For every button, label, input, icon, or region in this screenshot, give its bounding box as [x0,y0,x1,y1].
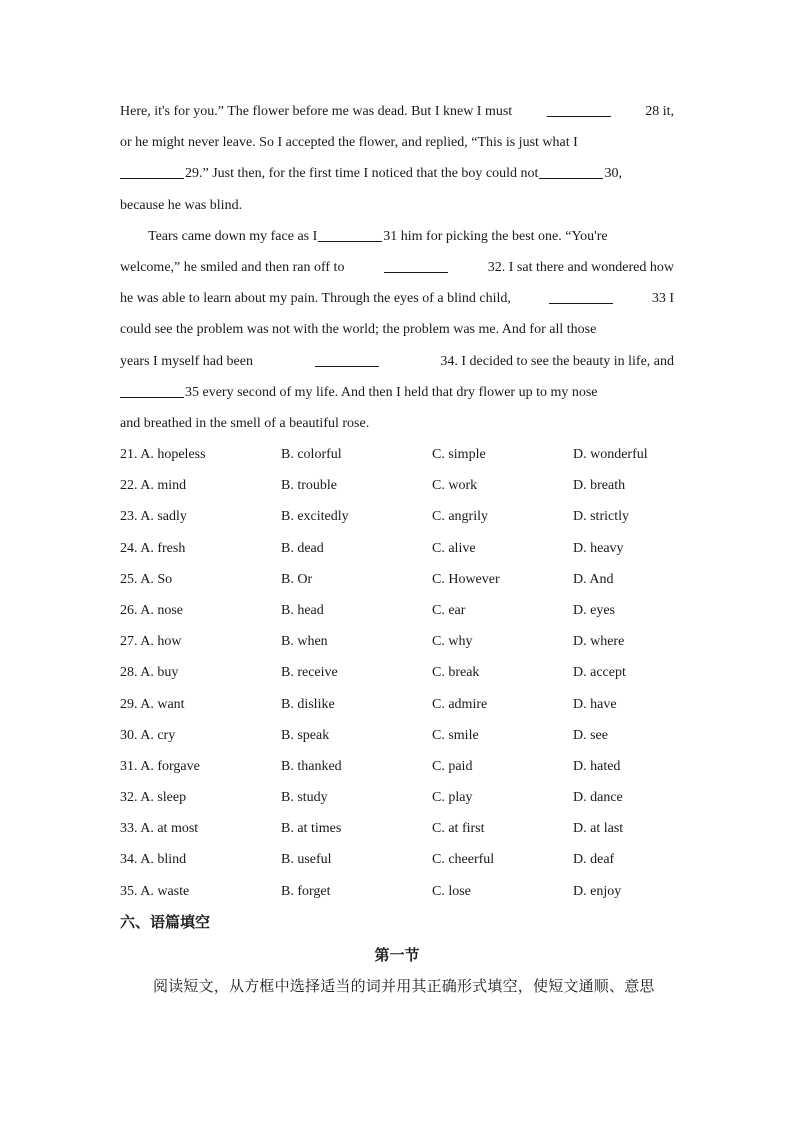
passage-text: 35 every second of my life. And then I held that dry flower up to my nose [185,384,598,400]
question-row-29 [120,693,694,724]
option-b[interactable]: B. Or [281,571,313,587]
option-c[interactable]: C. lose [432,883,471,899]
question-row-26 [120,599,694,630]
option-c[interactable]: C. However [432,571,500,587]
passage-text: 28 it, [645,104,674,119]
option-d[interactable]: D. where [573,634,625,650]
option-a[interactable]: 32. A. sleep [120,790,187,806]
passage-line-3 [120,162,674,193]
answer-blank-32[interactable] [384,256,448,273]
option-b[interactable]: B. excitedly [281,509,349,525]
option-c[interactable]: C. paid [432,758,473,774]
question-row-24 [120,537,694,568]
passage-text: Tears came down my face as I [148,228,318,244]
answer-blank-30[interactable] [539,162,603,179]
option-d[interactable]: D. dance [573,790,623,806]
passage-text: 29.” Just then, for the first time I noticed that the boy could not [185,166,539,182]
option-a[interactable]: 28. A. buy [120,665,179,681]
option-c[interactable]: C. break [432,665,480,681]
option-d[interactable]: D. wonderful [573,447,648,462]
question-row-27 [120,630,694,661]
passage-line-10 [120,381,674,412]
passage-line-4 [120,194,674,225]
section-heading: 六、语篇填空 [120,913,211,931]
passage-text: could see the problem was not with the world; the problem was me. And for all those [120,322,597,338]
option-a[interactable]: 31. A. forgave [120,758,200,774]
question-row-34 [120,848,694,879]
option-b[interactable]: B. colorful [281,447,342,462]
passage-line-11 [120,412,674,443]
option-c[interactable]: C. smile [432,727,479,743]
option-a[interactable]: 21. A. hopeless [120,447,206,462]
option-b[interactable]: B. receive [281,665,338,681]
passage-text: he was able to learn about my pain. Through the eyes of a blind child, [120,291,511,307]
option-b[interactable]: B. at times [281,821,342,837]
option-a[interactable]: 33. A. at most [120,821,199,837]
passage-text: 30, [604,166,622,182]
answer-options [120,443,694,911]
option-d[interactable]: D. see [573,727,608,743]
passage-text: welcome,” he smiled and then ran off to [120,259,345,275]
question-row-32 [120,786,694,817]
answer-blank-35[interactable] [120,381,184,398]
answer-blank-31[interactable] [318,225,382,242]
option-b[interactable]: B. forget [281,883,331,899]
option-b[interactable]: B. thanked [281,758,342,774]
option-c[interactable]: C. simple [432,447,486,462]
option-b[interactable]: B. dead [281,540,324,556]
option-c[interactable]: C. work [432,478,478,494]
passage-line-5 [120,225,674,256]
question-row-25 [120,568,694,599]
option-d[interactable]: D. eyes [573,602,615,618]
option-b[interactable]: B. dislike [281,696,335,712]
passage-line-8 [120,318,674,349]
passage-text: Here, it's for you.” The flower before me was dead. But I knew I must [120,104,513,119]
passage-text: and breathed in the smell of a beautiful rose. [120,415,370,431]
answer-blank-34[interactable] [315,350,379,367]
option-a[interactable]: 34. A. blind [120,852,187,868]
passage-line-1 [120,100,674,131]
answer-blank-28[interactable] [547,100,611,117]
option-b[interactable]: B. when [281,634,328,650]
option-b[interactable]: B. useful [281,852,332,868]
option-c[interactable]: C. why [432,634,473,650]
question-row-31 [120,755,694,786]
option-d[interactable]: D. have [573,696,617,712]
option-b[interactable]: B. trouble [281,478,337,494]
option-c[interactable]: C. angrily [432,509,488,525]
question-row-30 [120,724,694,755]
passage-text: 32. I sat there and wondered how [487,259,674,275]
option-d[interactable]: D. deaf [573,852,615,868]
passage-text: or he might never leave. So I accepted the flower, and replied, “This is just what I [120,135,578,151]
option-a[interactable]: 30. A. cry [120,727,176,743]
question-row-35 [120,880,694,911]
passage-line-6 [120,256,674,287]
passage-line-2 [120,131,674,162]
option-a[interactable]: 23. A. sadly [120,509,187,525]
option-b[interactable]: B. study [281,790,328,806]
question-row-33 [120,817,694,848]
option-c[interactable]: C. admire [432,696,488,712]
option-d[interactable]: D. enjoy [573,883,622,899]
option-a[interactable]: 27. A. how [120,634,182,650]
passage-text: 31 him for picking the best one. “You're [383,228,608,244]
question-row-22 [120,474,694,505]
cloze-passage [120,100,674,443]
option-a[interactable]: 22. A. mind [120,478,187,494]
option-c[interactable]: C. cheerful [432,852,495,868]
question-row-28 [120,661,694,692]
passage-text: 33 I [651,291,674,307]
option-c[interactable]: C. alive [432,540,476,556]
question-row-23 [120,505,694,536]
answer-blank-29[interactable] [120,162,184,179]
option-d[interactable]: D. at last [573,821,624,837]
answer-blank-33[interactable] [549,287,613,304]
subsection-heading: 第一节 [374,946,420,964]
option-d[interactable]: D. strictly [573,509,629,525]
passage-line-7 [120,287,674,318]
section-instruction: 阅读短文，从方框中选择适当的词并用其正确形式填空，使短文通顺、意思 [153,977,655,995]
question-row-21 [120,443,694,474]
option-a[interactable]: 35. A. waste [120,883,190,899]
option-a[interactable]: 26. A. nose [120,602,183,618]
option-d[interactable]: D. accept [573,665,626,681]
passage-text: years I myself had been [120,353,253,369]
option-c[interactable]: C. at first [432,821,485,837]
option-c[interactable]: C. play [432,790,473,806]
passage-text: 34. I decided to see the beauty in life, and [440,353,674,369]
option-d[interactable]: D. heavy [573,540,624,556]
option-d[interactable]: D. And [573,571,614,587]
option-a[interactable]: 25. A. So [120,571,173,587]
option-a[interactable]: 29. A. want [120,696,185,712]
option-b[interactable]: B. head [281,602,324,618]
option-a[interactable]: 24. A. fresh [120,540,186,556]
passage-line-9 [120,350,674,381]
option-d[interactable]: D. hated [573,758,621,774]
passage-text: because he was blind. [120,197,243,213]
option-d[interactable]: D. breath [573,478,626,494]
option-c[interactable]: C. ear [432,602,466,618]
option-b[interactable]: B. speak [281,727,330,743]
